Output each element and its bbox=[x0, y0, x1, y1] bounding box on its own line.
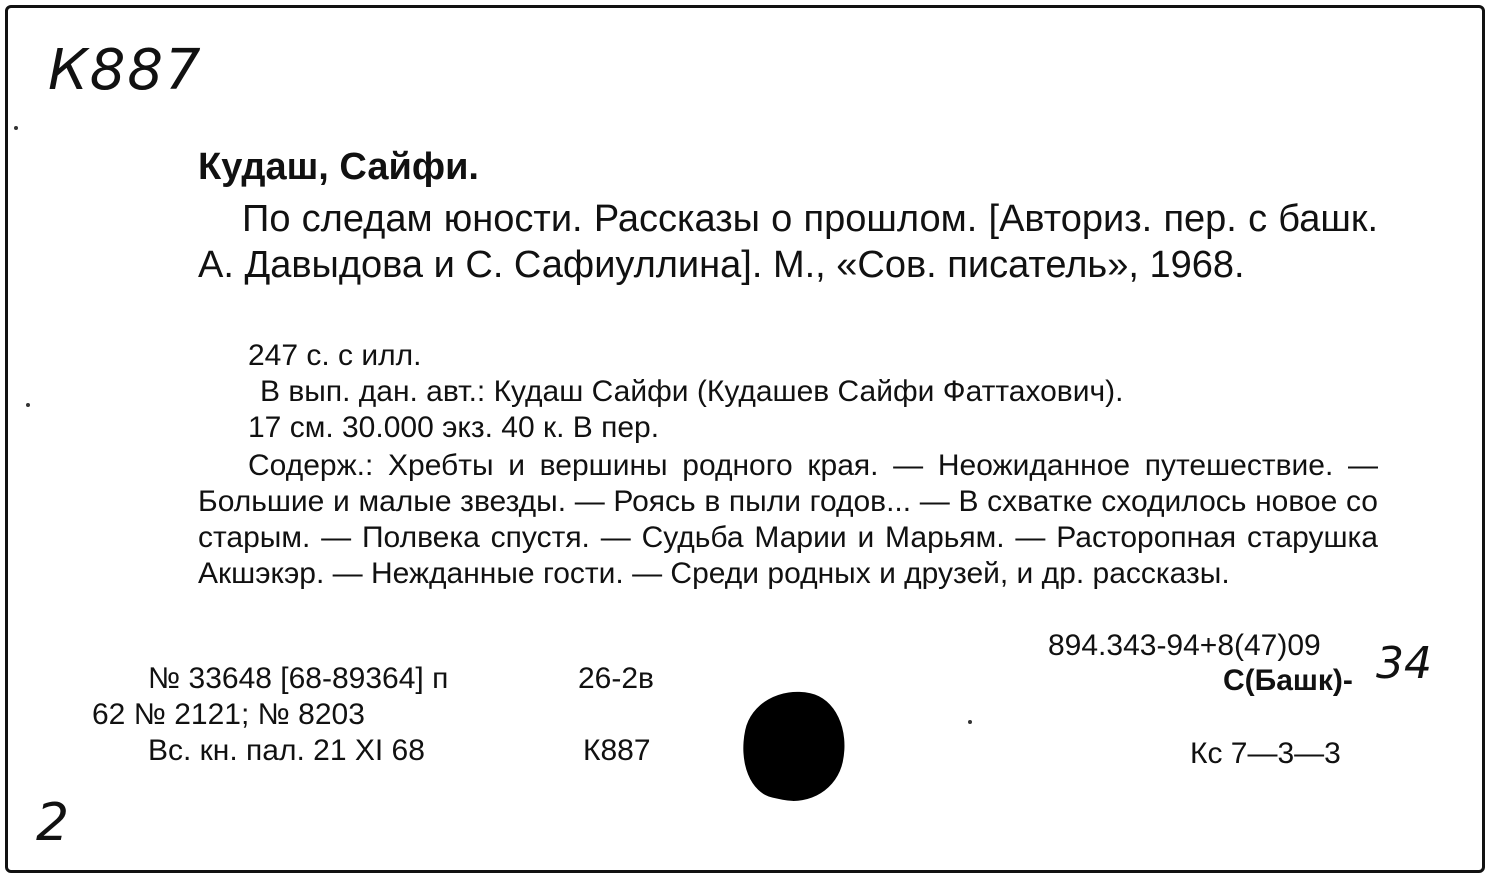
ink-blot-hole bbox=[733, 682, 856, 811]
accession-line-3: Вс. кн. пал. 21 XI 68 bbox=[148, 734, 425, 767]
accession-line-1: № 33648 [68-89364] п bbox=[148, 662, 449, 695]
catalog-card bbox=[5, 5, 1485, 873]
handwritten-shelfmark: К887 bbox=[48, 38, 203, 103]
size-info: 17 см. 30.000 экз. 40 к. В пер. bbox=[248, 411, 660, 444]
classification-number: 894.343-94+8(47)09 bbox=[1048, 629, 1321, 662]
card-series-code: Кс 7—3—3 bbox=[1190, 737, 1341, 770]
handwritten-class-code: 34 bbox=[1376, 638, 1432, 689]
pages-info: 247 с. с илл. bbox=[248, 339, 422, 372]
speck bbox=[14, 126, 18, 130]
title-description: По следам юности. Рассказы о прошлом. [Авториз. пер. с башк. А. Давыдова и С. Сафиуллина]. М., «Сов. писатель», 1968. bbox=[198, 198, 1378, 286]
author-heading: Кудаш, Сайфи. bbox=[198, 146, 479, 188]
print-code: 26-2в bbox=[578, 662, 654, 695]
accession-line-2: 62 № 2121; № 8203 bbox=[92, 698, 365, 731]
author-note: В вып. дан. авт.: Кудаш Сайфи (Кудашев Сайфи Фаттахович). bbox=[260, 375, 1124, 408]
speck bbox=[968, 720, 972, 724]
class-code: С(Башк)- bbox=[1223, 664, 1353, 697]
printed-shelfmark: К887 bbox=[583, 734, 651, 767]
contents-note: Содерж.: Хребты и вершины родного края. — Неожиданное путешествие. — Большие и малые звезды. — Роясь в пыли годов... — В схватке сходилось новое со старым. — Полвека спустя. — Судьба Марии и Марьям. — Расторопная старушка Акшэкэр. — Нежданные гости. — Среди родных и друзей, и др. рассказы. bbox=[198, 449, 1378, 590]
speck bbox=[26, 403, 30, 407]
handwritten-mark: 2 bbox=[36, 793, 70, 853]
